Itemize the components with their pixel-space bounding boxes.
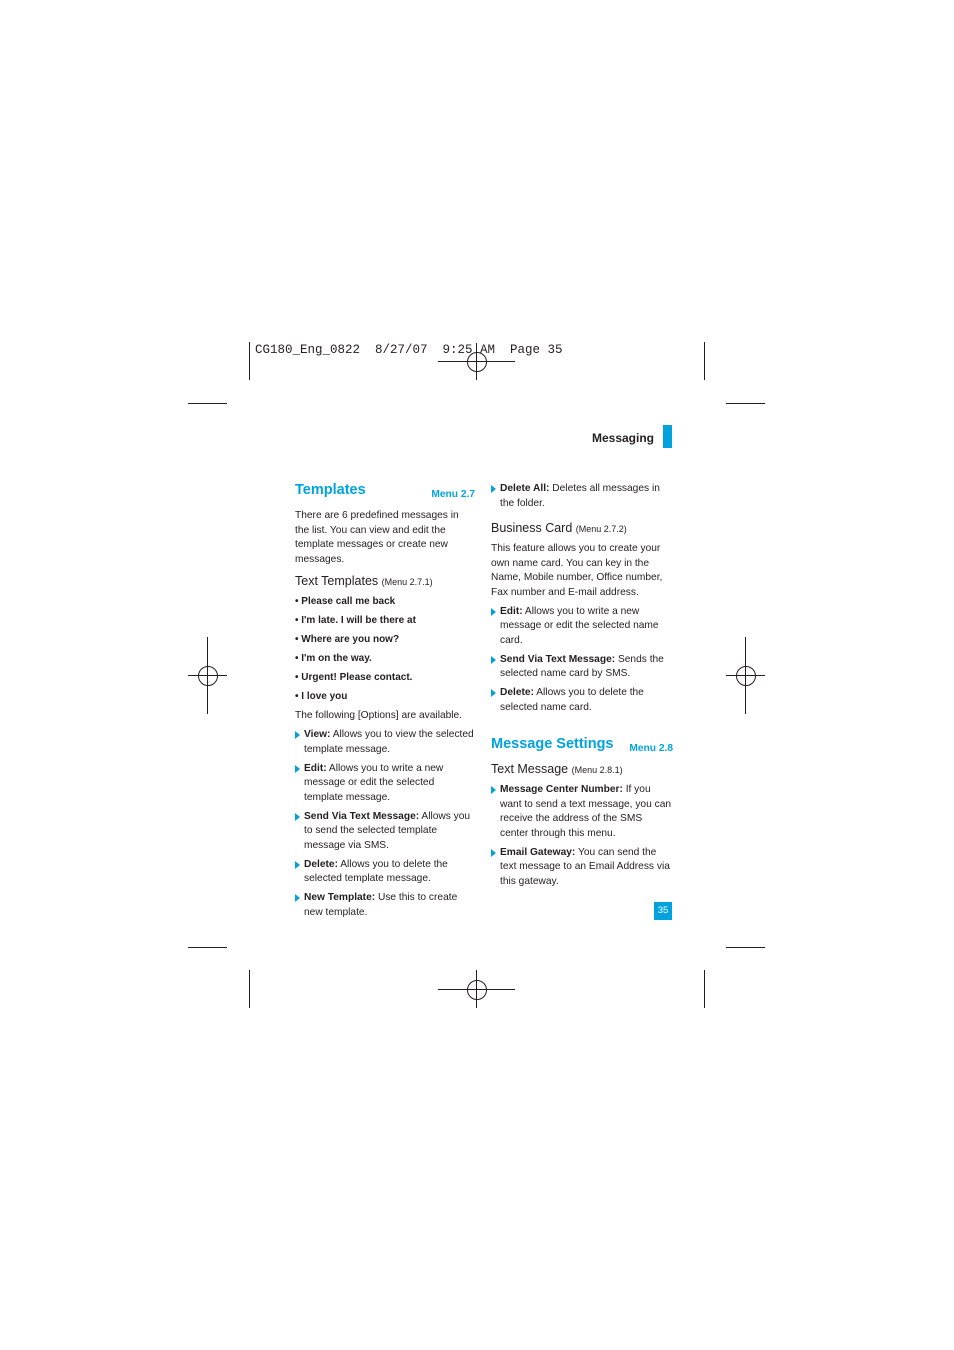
option-text: Allows you to delete the selected template message. xyxy=(304,858,448,884)
arrow-right-icon xyxy=(491,689,496,697)
message-settings-menu: Menu 2.8 xyxy=(629,743,673,754)
option-text: Sends the selected name card by SMS. xyxy=(500,653,664,679)
section-tab xyxy=(663,425,672,448)
template-message: • I'm late. I will be there at xyxy=(295,615,416,626)
arrow-right-icon xyxy=(295,894,300,902)
option-text: Allows you to send the selected template message via SMS. xyxy=(304,810,471,851)
arrow-right-icon xyxy=(491,485,496,493)
option-new-template xyxy=(295,891,475,920)
arrow-right-icon xyxy=(295,731,300,739)
option-label: Delete All: xyxy=(500,483,550,494)
option-label: Edit: xyxy=(500,605,523,617)
arrow-right-icon xyxy=(295,765,300,773)
option-delete xyxy=(295,858,475,887)
option-view xyxy=(295,728,475,757)
template-message: • Please call me back xyxy=(295,596,396,607)
option-text: Allows you to delete the selected name card. xyxy=(500,687,644,713)
text-message-ref: (Menu 2.8.1) xyxy=(571,765,623,775)
template-message: • I'm on the way. xyxy=(295,653,372,664)
text-templates-heading xyxy=(295,573,475,590)
business-card-title: Business Card xyxy=(491,521,573,535)
option-label: Send Via Text Message: xyxy=(500,653,616,665)
text-message-heading xyxy=(491,761,673,778)
option-message-center-number xyxy=(491,783,673,841)
option-text: You can send the text message to an Email Address via this gateway. xyxy=(500,846,670,887)
option-label: Delete: xyxy=(500,687,534,698)
option-text: Use this to create new template. xyxy=(304,892,458,918)
option-edit xyxy=(295,762,475,806)
templates-intro: There are 6 predefined messages in the list. You can view and edit the template messages or create new messages. xyxy=(295,510,459,565)
print-slug: CG180_Eng_0822 8/27/07 9:25 AM Page 35 xyxy=(255,343,563,357)
option-send-via-text xyxy=(295,810,475,854)
option-email-gateway xyxy=(491,846,673,890)
right-column xyxy=(491,482,673,889)
message-settings-title: Message Settings xyxy=(491,736,614,752)
arrow-right-icon xyxy=(491,656,496,664)
option-label: View: xyxy=(304,729,331,740)
template-message: • Urgent! Please contact. xyxy=(295,672,413,683)
arrow-right-icon xyxy=(295,813,300,821)
text-templates-ref: (Menu 2.7.1) xyxy=(381,577,433,587)
option-label: Email Gateway: xyxy=(500,846,576,858)
option-text: Deletes all messages in the folder. xyxy=(500,483,660,509)
text-message-title: Text Message xyxy=(491,762,569,776)
option-label: Delete: xyxy=(304,858,338,870)
option-edit xyxy=(491,605,673,649)
option-label: Send Via Text Message: xyxy=(304,810,420,822)
business-card-ref: (Menu 2.7.2) xyxy=(575,524,627,534)
arrow-right-icon xyxy=(491,608,496,616)
option-text: Allows you to write a new message or edit the selected template message. xyxy=(304,762,444,803)
option-send-via-text xyxy=(491,653,673,682)
option-label: Edit: xyxy=(304,762,327,774)
option-label: New Template: xyxy=(304,892,376,903)
templates-title: Templates xyxy=(295,482,366,498)
option-delete-all xyxy=(491,482,673,511)
option-text: Allows you to write a new message or edit the selected name card. xyxy=(500,605,659,646)
option-text: If you want to send a text message, you can receive the address of the SMS center through this menu. xyxy=(500,784,672,839)
message-settings-heading xyxy=(491,735,673,759)
option-label: Message Center Number: xyxy=(500,784,623,795)
template-message: • I love you xyxy=(295,691,348,702)
templates-menu: Menu 2.7 xyxy=(431,489,475,500)
left-column xyxy=(295,481,475,920)
business-card-intro: This feature allows you to create your own name card. You can key in the Name, Mobile number, Office number, Fax number and E-mail address. xyxy=(491,543,663,598)
template-message: • Where are you now? xyxy=(295,634,400,645)
text-templates-title: Text Templates xyxy=(295,574,379,588)
section-label: Messaging xyxy=(591,431,654,445)
options-intro: The following [Options] are available. xyxy=(295,710,463,721)
option-delete xyxy=(491,686,673,715)
business-card-heading xyxy=(491,520,673,537)
arrow-right-icon xyxy=(295,861,300,869)
arrow-right-icon xyxy=(491,849,496,857)
option-text: Allows you to view the selected template message. xyxy=(304,729,474,755)
templates-heading xyxy=(295,481,475,505)
arrow-right-icon xyxy=(491,786,496,794)
page-number: 35 xyxy=(654,902,672,920)
